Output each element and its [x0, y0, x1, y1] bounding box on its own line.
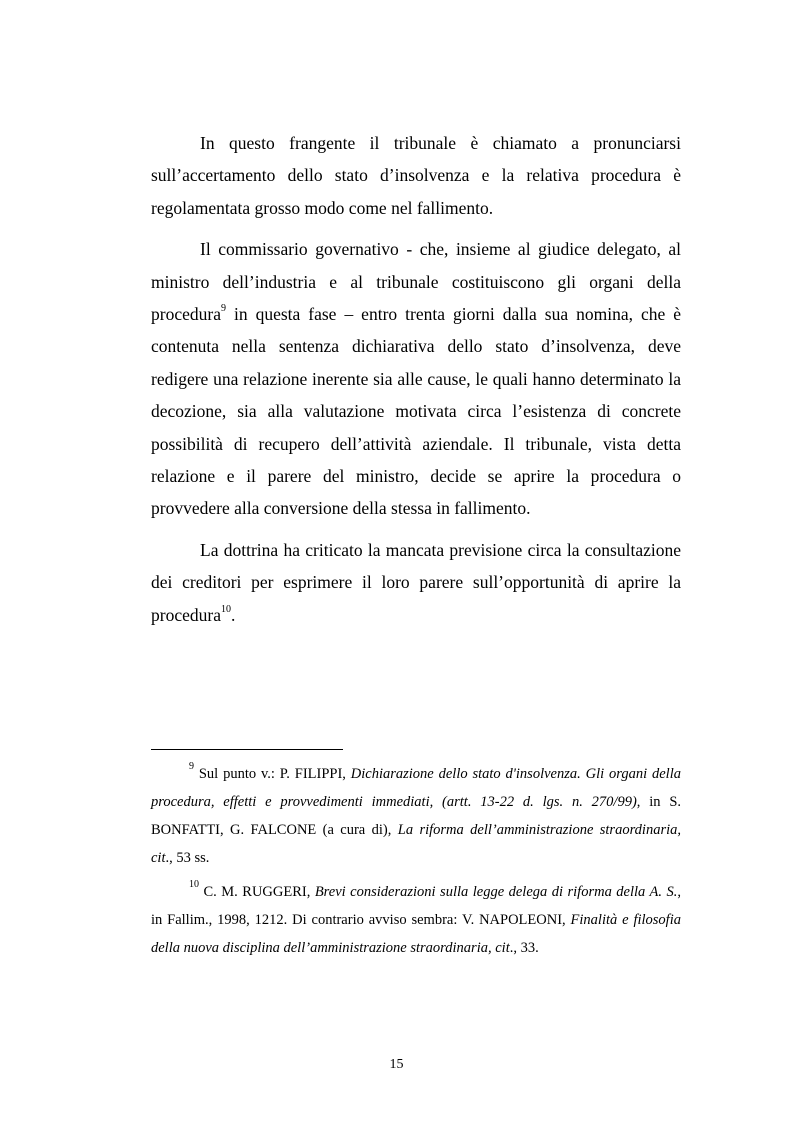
footnote-10-text-1: C. M. RUGGERI, [199, 884, 315, 900]
footnote-10-text-2: , in Fallim., 1998, 1212. Di contrario avviso sembra: V. NAPOLEONI, [151, 884, 681, 928]
paragraph-1 [151, 127, 681, 224]
footnote-9-text-1: Sul punto v.: P. FILIPPI, [194, 766, 351, 782]
footnote-9 [151, 760, 681, 872]
footnote-separator [151, 749, 343, 750]
footnotes [151, 760, 681, 968]
footnote-10-title-1: Brevi considerazioni sulla legge delega di riforma della A. S. [314, 884, 678, 900]
footnote-ref-9[interactable]: 9 [220, 303, 226, 315]
footnote-9-title-1: Dichiarazione dello stato d'insolvenza. Gli organi della procedura, effetti e provvedimenti immediati, (artt. 13-22 d. lgs. n. 270/99) [151, 766, 681, 810]
paragraph-3-text-start: La dottrina ha criticato la mancata previsione circa la consultazione dei creditori per esprimere il loro parere sull’opportunità di aprire la procedura [151, 539, 681, 625]
paragraph-2-text-end: in questa fase – entro trenta giorni dalla sua nomina, che è contenuta nella sentenza dichiarativa dello stato d’insolvenza, deve redigere una relazione inerente sia alle cause, le quali hanno determinato la decozione, sia alla valutazione motivata circa l’esistenza di concrete possibilità di recupero dell’attività aziendale. Il tribunale, vista detta relazione e il parere del ministro, decide se aprire la procedura o provvedere alla conversione della stessa in fallimento. [151, 304, 681, 519]
footnote-9-text-2: , in S. BONFATTI, G. FALCONE (a cura di), [151, 794, 682, 838]
footnote-10 [151, 878, 681, 962]
footnote-9-number: 9 [189, 761, 194, 773]
footnote-10-text-3: ., 33. [509, 940, 539, 956]
paragraph-3-text-end: . [230, 604, 236, 625]
page-number: 15 [389, 1057, 404, 1072]
main-text [151, 127, 681, 640]
paragraph-2 [151, 233, 681, 525]
footnote-10-number: 10 [189, 879, 199, 891]
footnote-ref-10[interactable]: 10 [220, 603, 231, 615]
paragraph-3 [151, 534, 681, 631]
paragraph-2-text-start: Il commissario governativo - che, insieme al giudice delegato, al ministro dell’industria e al tribunale costituiscono gli organi della procedura [151, 239, 681, 325]
footnote-9-text-3: ., 53 ss. [165, 850, 210, 866]
paragraph-1-text: In questo frangente il tribunale è chiamato a pronunciarsi sull’accertamento dello stato d’insolvenza e la relativa procedura è regolamentata grosso modo come nel fallimento. [151, 133, 681, 218]
footnote-10-title-2: Finalità e filosofia della nuova disciplina dell’amministrazione straordinaria, cit [151, 912, 681, 956]
footnote-9-title-2: La riforma dell’amministrazione straordinaria, cit [151, 822, 682, 866]
